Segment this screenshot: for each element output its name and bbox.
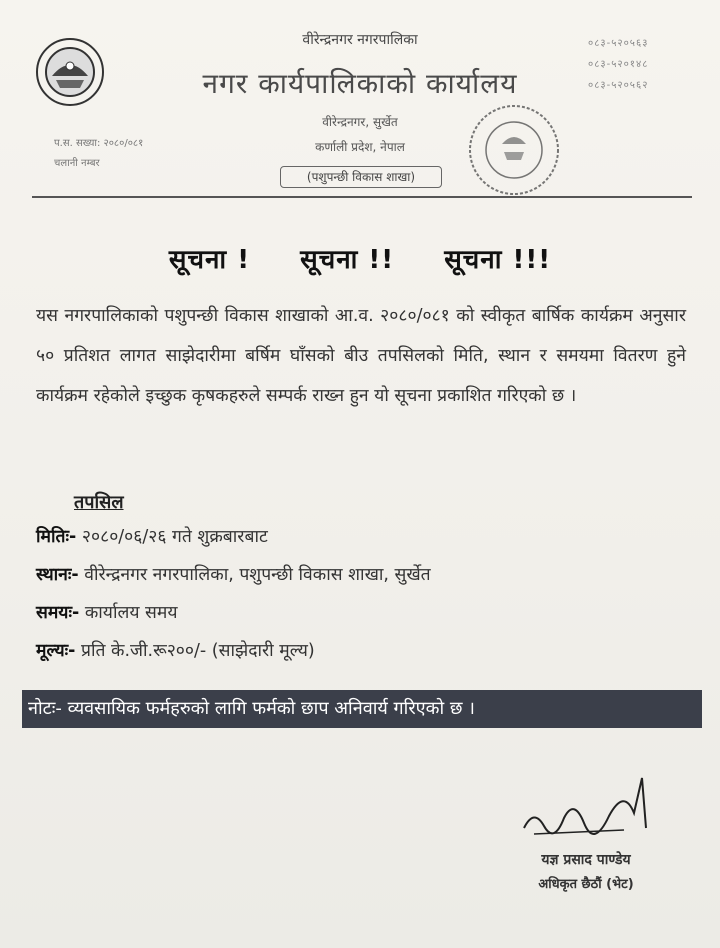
notice-title-word: सूचना !: [168, 245, 251, 275]
header-divider: [32, 196, 692, 198]
office-name: नगर कार्यपालिकाको कार्यालय: [202, 67, 518, 100]
detail-place-value: वीरेन्द्रनगर नगरपालिका, पशुपन्छी विकास शाखा, सुर्खेत: [84, 565, 431, 585]
office-place: वीरेन्द्रनगर, सुर्खेत: [322, 115, 398, 129]
signer-title: अधिकृत छैठौं (भेट): [538, 877, 634, 892]
notice-body: यस नगरपालिकाको पशुपन्छी विकास शाखाको आ.व. २०८०/०८१ को स्वीकृत बार्षिक कार्यक्रम अनुसार ५० प्रतिशत लागत साझेदारीमा बर्षिम घाँसको बीउ तपसिलको मिति, स्थान र समयमा वितरण हुने कार्यक्रम रहेकोले इच्छुक कृषकहरुले सम्पर्क राख्न हुन यो सूचना प्रकाशित गरिएको छ ।: [36, 306, 686, 406]
detail-price-label: मूल्यः-: [36, 641, 76, 661]
signature-icon: [514, 768, 664, 848]
detail-price: [36, 638, 315, 662]
phone-number: ०८३-५२०५६२: [588, 80, 649, 91]
detail-time-value: कार्यालय समय: [84, 603, 178, 623]
detail-date-value: २०८०/०६/२६ गते शुक्रबारबाट: [81, 527, 268, 547]
reference-block: [54, 134, 143, 174]
detail-place: [36, 562, 431, 586]
notice-title-word: सूचना !!!: [444, 245, 552, 275]
office-province: कर्णाली प्रदेश, नेपाल: [315, 140, 405, 154]
detail-time-label: समयः-: [36, 603, 80, 623]
phone-number: ०८३-५२०१४८: [588, 59, 649, 70]
ref-number: प.स. सख्या: २०८०/०८१: [54, 138, 144, 149]
dispatch-number: चलानी नम्बर: [54, 158, 100, 169]
notice-title: [0, 240, 720, 276]
signer-name: यज्ञ प्रसाद पाण्डेय: [541, 852, 631, 868]
detail-place-label: स्थानः-: [36, 565, 79, 585]
details-heading: तपसिल: [74, 492, 124, 513]
note-banner: नोटः- व्यवसायिक फर्महरुको लागि फर्मको छाप अनिवार्य गरिएको छ ।: [22, 690, 702, 728]
detail-date: [36, 524, 268, 548]
detail-time: [36, 600, 178, 624]
detail-price-value: प्रति के.जी.रू२००/- (साझेदारी मूल्य): [81, 641, 315, 661]
branch-label: (पशुपन्छी विकास शाखा): [280, 166, 442, 188]
office-stamp-icon: [452, 100, 572, 210]
phone-number: ०८३-५२०५६३: [588, 38, 649, 49]
municipality-name: वीरेन्द्रनगर नगरपालिका: [302, 32, 418, 48]
phone-numbers: [588, 33, 698, 96]
detail-date-label: मितिः-: [36, 527, 77, 547]
notice-title-word: सूचना !!: [300, 245, 395, 275]
